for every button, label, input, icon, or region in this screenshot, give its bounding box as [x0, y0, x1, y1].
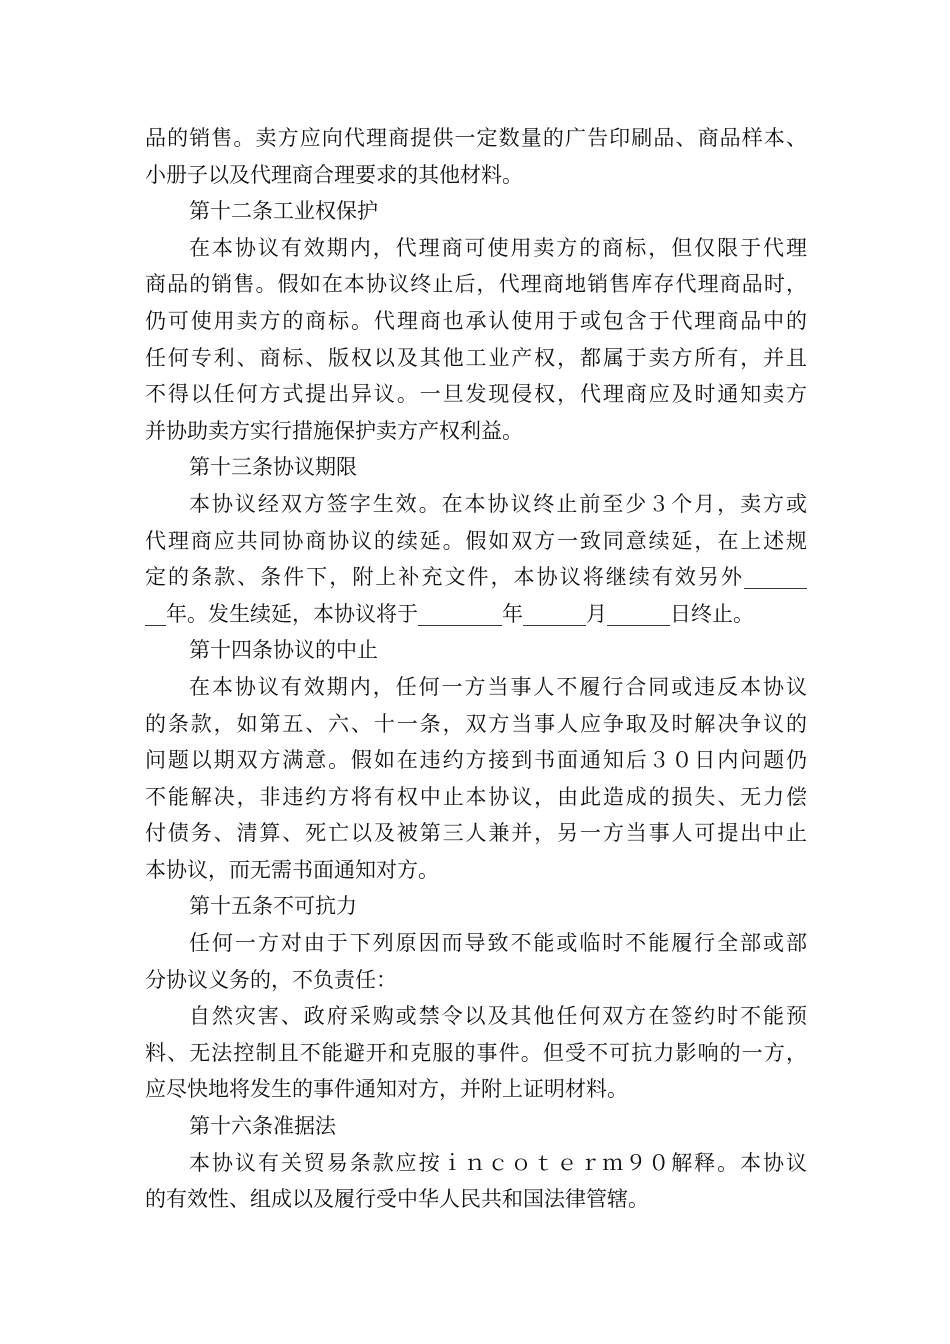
text-line-16: 在本协议有效期内，任何一方当事人不履行合同或违反本协议 [189, 674, 807, 699]
text-line-11: 本协议经双方签字生效。在本协议终止前至少３个月，卖方或 [189, 491, 807, 516]
text-line-23: 任何一方对由于下列原因而导致不能或临时不能履行全部或部 [189, 931, 807, 956]
text-line-13: 定的条款、条件下，附上补充文件，本协议将继续有效另外______ [145, 565, 807, 590]
text-line-2: 小册子以及代理商合理要求的其他材料。 [145, 162, 523, 187]
text-line-27: 应尽快地将发生的事件通知对方，并附上证明材料。 [145, 1077, 628, 1102]
text-line-25: 自然灾害、政府采购或禁令以及其他任何双方在签约时不能预 [189, 1004, 807, 1029]
text-line-24: 分协议义务的，不负责任： [145, 967, 397, 992]
text-line-12: 代理商应共同协商协议的续延。假如双方一致同意续延，在上述规 [145, 528, 807, 553]
document-page [145, 120, 807, 1218]
text-line-14: __年。发生续延，本协议将于________年______月______日终止。 [145, 601, 754, 626]
text-line-30: 的有效性、组成以及履行受中华人民共和国法律管辖。 [145, 1187, 649, 1212]
text-line-9: 并协助卖方实行措施保护卖方产权利益。 [145, 418, 523, 443]
text-line-5: 商品的销售。假如在本协议终止后，代理商地销售库存代理商品时， [145, 272, 807, 297]
text-line-4: 在本协议有效期内，代理商可使用卖方的商标，但仅限于代理 [189, 235, 807, 260]
section-heading-13: 第十三条协议期限 [189, 455, 357, 480]
section-heading-15: 第十五条不可抗力 [189, 894, 357, 919]
text-line-7: 任何专利、商标、版权以及其他工业产权，都属于卖方所有，并且 [145, 345, 807, 370]
text-line-26: 料、无法控制且不能避开和克服的事件。但受不可抗力影响的一方， [145, 1040, 807, 1065]
text-line-19: 不能解决，非违约方将有权中止本协议，由此造成的损失、无力偿 [145, 784, 807, 809]
section-heading-14: 第十四条协议的中止 [189, 638, 378, 663]
text-line-20: 付债务、清算、死亡以及被第三人兼并，另一方当事人可提出中止 [145, 821, 807, 846]
section-heading-12: 第十二条工业权保护 [189, 199, 378, 224]
text-line-1: 品的销售。卖方应向代理商提供一定数量的广告印刷品、商品样本、 [145, 126, 807, 150]
text-line-29: 本协议有关贸易条款应按ｉｎｃｏｔｅｒｍ９０解释。本协议 [189, 1150, 807, 1175]
section-heading-16: 第十六条准据法 [189, 1114, 336, 1139]
text-line-21: 本协议，而无需书面通知对方。 [145, 857, 439, 882]
text-line-18: 问题以期双方满意。假如在违约方接到书面通知后３０日内问题仍 [145, 748, 807, 773]
text-line-6: 仍可使用卖方的商标。代理商也承认使用于或包含于代理商品中的 [145, 308, 807, 333]
text-line-8: 不得以任何方式提出异议。一旦发现侵权，代理商应及时通知卖方 [145, 382, 807, 407]
text-line-17: 的条款，如第五、六、十一条，双方当事人应争取及时解决争议的 [145, 711, 807, 736]
